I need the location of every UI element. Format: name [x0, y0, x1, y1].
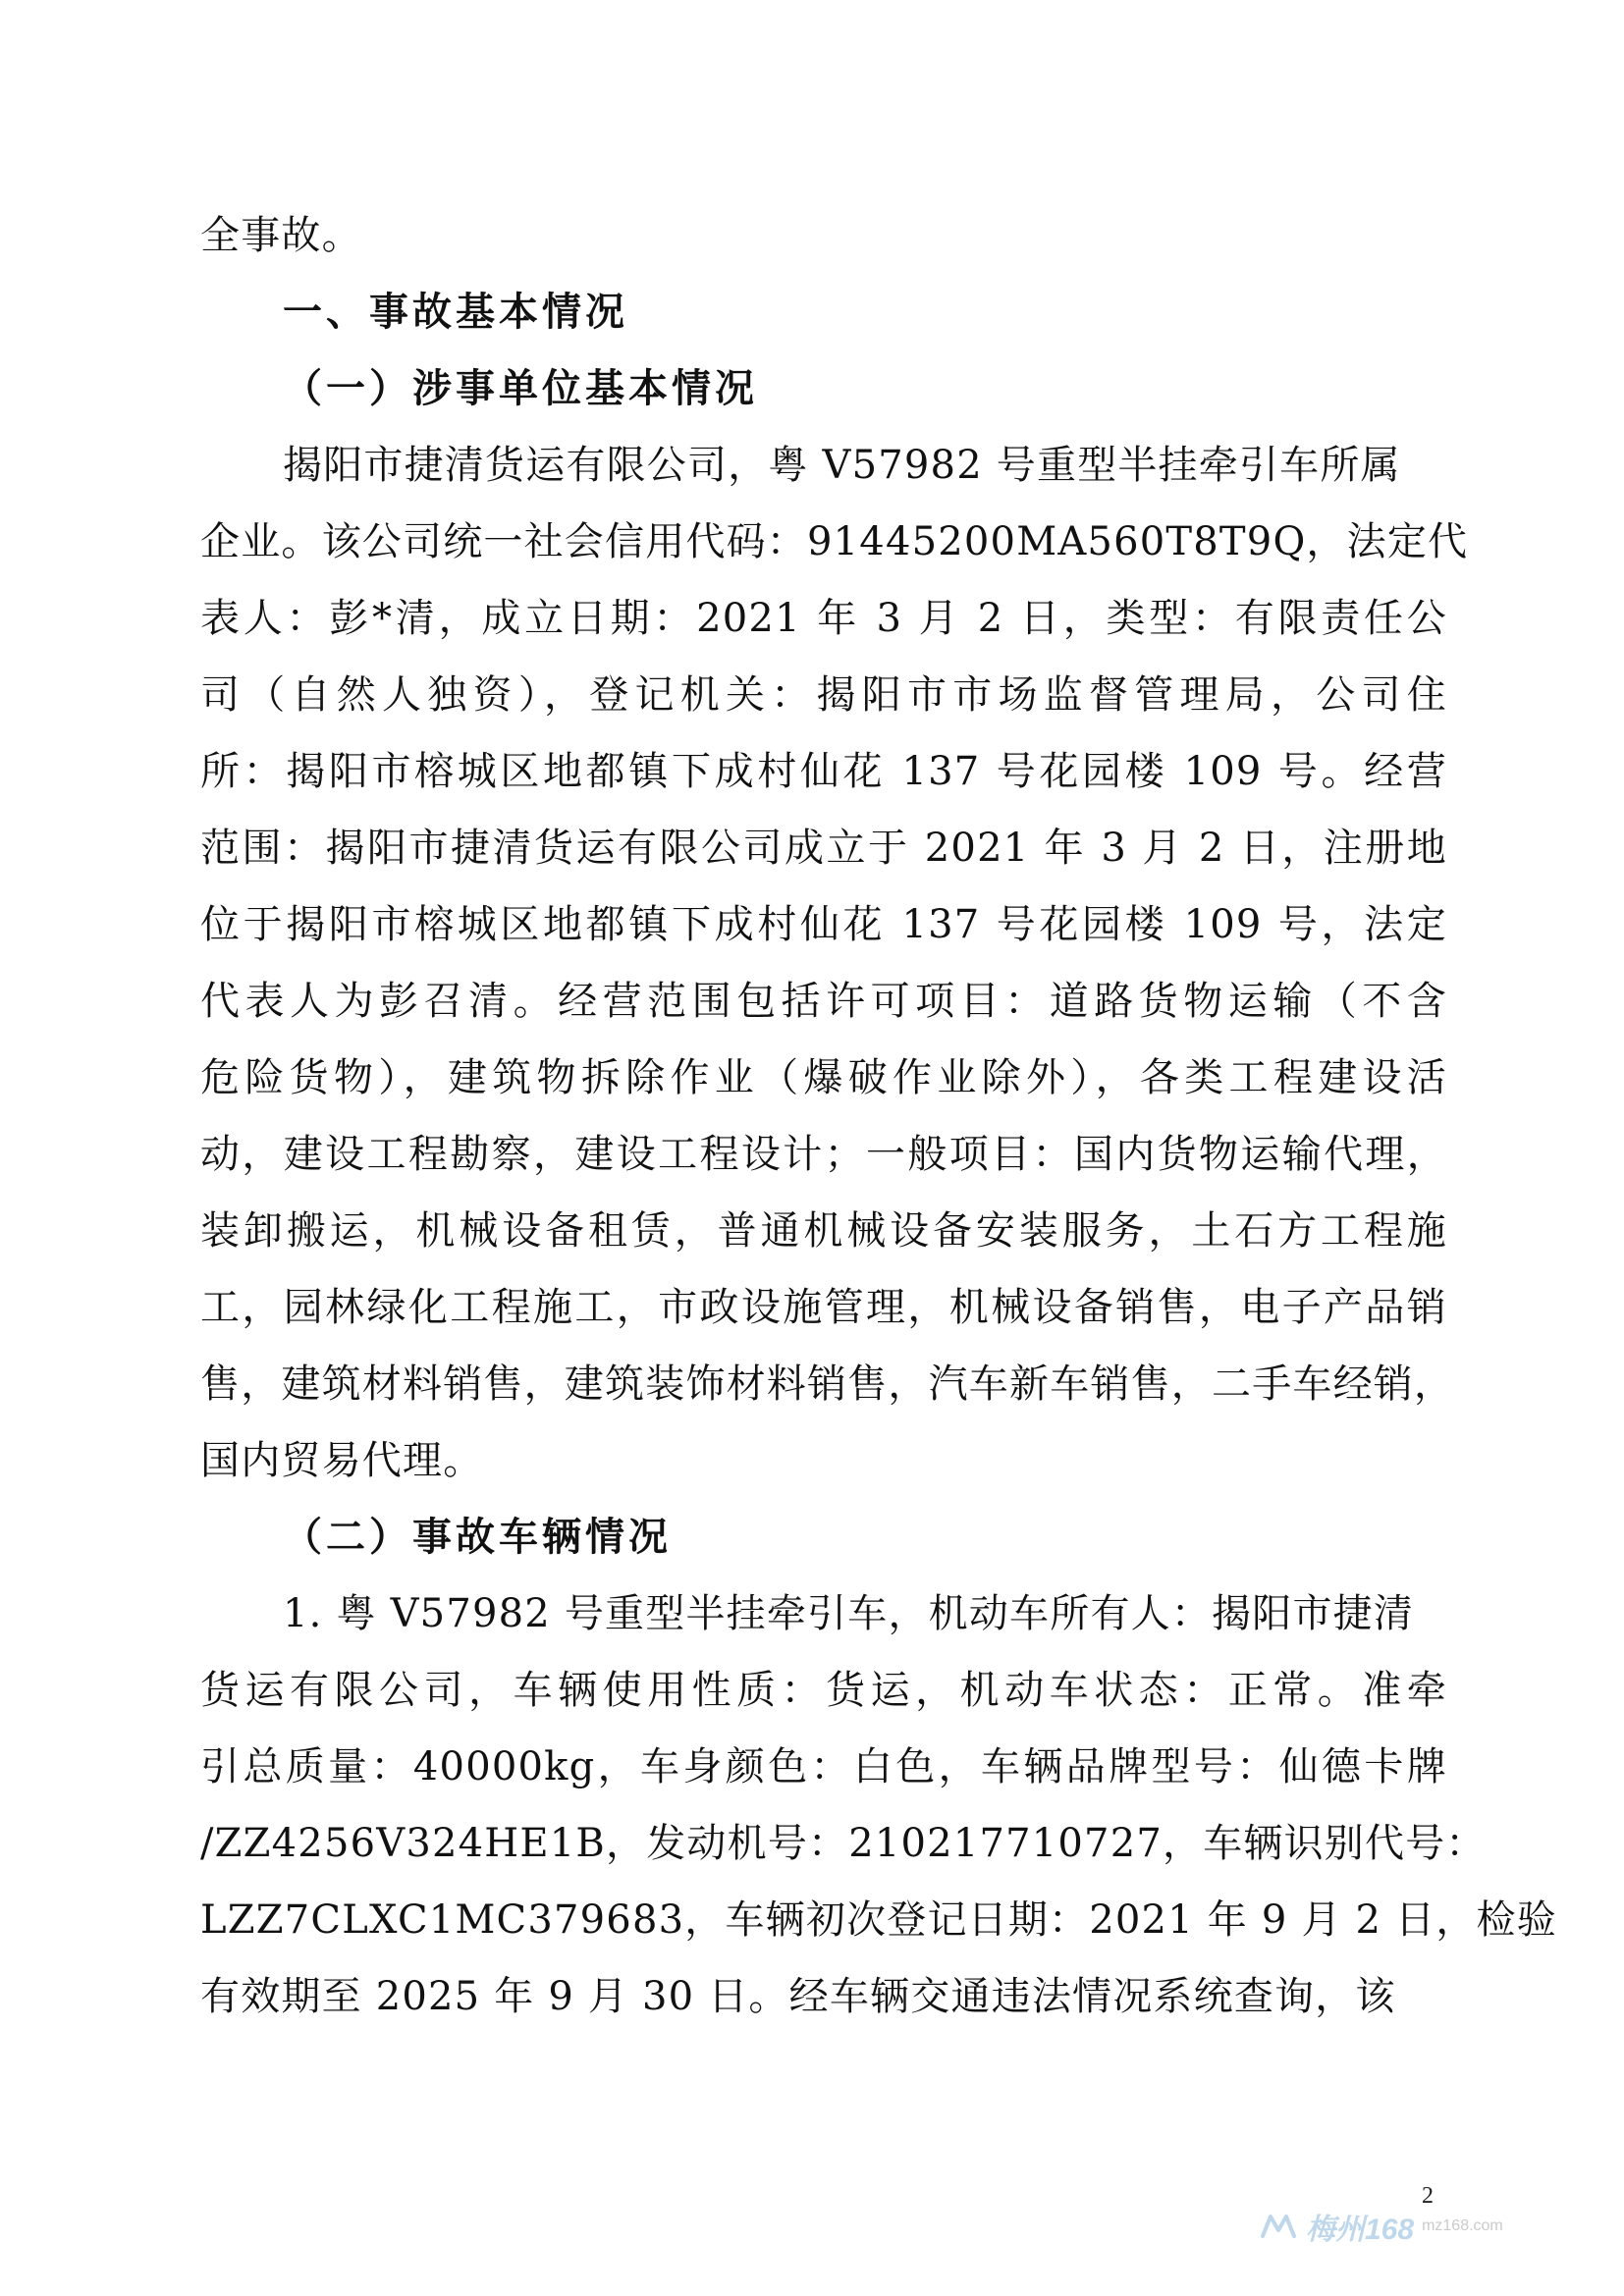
paragraph-line: 1. 粤 V57982 号重型半挂牵引车，机动车所有人：揭阳市捷清 [283, 1591, 1415, 1636]
page-number: 2 [1422, 2183, 1434, 2209]
paragraph-line: /ZZ4256V324HE1B，发动机号：210217710727，车辆识别代号： [200, 1821, 1487, 1866]
paragraph-line: 国内贸易代理。 [200, 1438, 484, 1483]
paragraph-line: 工，园林绿化工程施工，市政设施管理，机械设备销售，电子产品销 [200, 1285, 1447, 1330]
paragraph-line: 有效期至 2025 年 9 月 30 日。经车辆交通违法情况系统查询，该 [200, 1974, 1396, 2019]
paragraph-line: 代表人为彭召清。经营范围包括许可项目：道路货物运输（不含 [200, 979, 1447, 1024]
paragraph-line: 引总质量：40000kg，车身颜色：白色，车辆品牌型号：仙德卡牌 [200, 1744, 1447, 1789]
paragraph-line: 所：揭阳市榕城区地都镇下成村仙花 137 号花园楼 109 号。经营 [200, 749, 1447, 794]
paragraph-line: 范围：揭阳市捷清货运有限公司成立于 2021 年 3 月 2 日，注册地 [200, 826, 1447, 871]
paragraph-line: 表人：彭*清，成立日期：2021 年 3 月 2 日，类型：有限责任公 [200, 596, 1447, 641]
paragraph-line: 全事故。 [200, 213, 362, 258]
section-heading: 一、事故基本情况 [283, 289, 628, 335]
paragraph-line: 揭阳市捷清货运有限公司，粤 V57982 号重型半挂牵引车所属 [283, 443, 1401, 488]
paragraph-line: 企业。该公司统一社会信用代码：91445200MA560T8T9Q，法定代 [200, 519, 1469, 564]
paragraph-line: 售，建筑材料销售，建筑装饰材料销售，汽车新车销售，二手车经销， [200, 1362, 1455, 1407]
site-logo-icon [1261, 2213, 1300, 2240]
watermark-domain: mz168.com [1422, 2217, 1503, 2234]
subsection-heading: （一）涉事单位基本情况 [283, 365, 758, 411]
paragraph-line: 司（自然人独资），登记机关：揭阳市市场监督管理局，公司住 [200, 672, 1447, 718]
watermark-name: 梅州168 [1306, 2214, 1415, 2246]
paragraph-line: 装卸搬运，机械设备租赁，普通机械设备安装服务，土石方工程施 [200, 1208, 1447, 1254]
paragraph-line: 动，建设工程勘察，建设工程设计；一般项目：国内货物运输代理， [200, 1132, 1447, 1177]
paragraph-line: 位于揭阳市榕城区地都镇下成村仙花 137 号花园楼 109 号，法定 [200, 902, 1447, 947]
subsection-heading: （二）事故车辆情况 [283, 1514, 672, 1560]
paragraph-line: 货运有限公司，车辆使用性质：货运，机动车状态：正常。准牵 [200, 1668, 1447, 1713]
paragraph-line: LZZ7CLXC1MC379683，车辆初次登记日期：2021 年 9 月 2 日，检验 [200, 1897, 1557, 1943]
site-watermark [1261, 2207, 1503, 2246]
paragraph-line: 危险货物），建筑物拆除作业（爆破作业除外），各类工程建设活 [200, 1055, 1447, 1100]
